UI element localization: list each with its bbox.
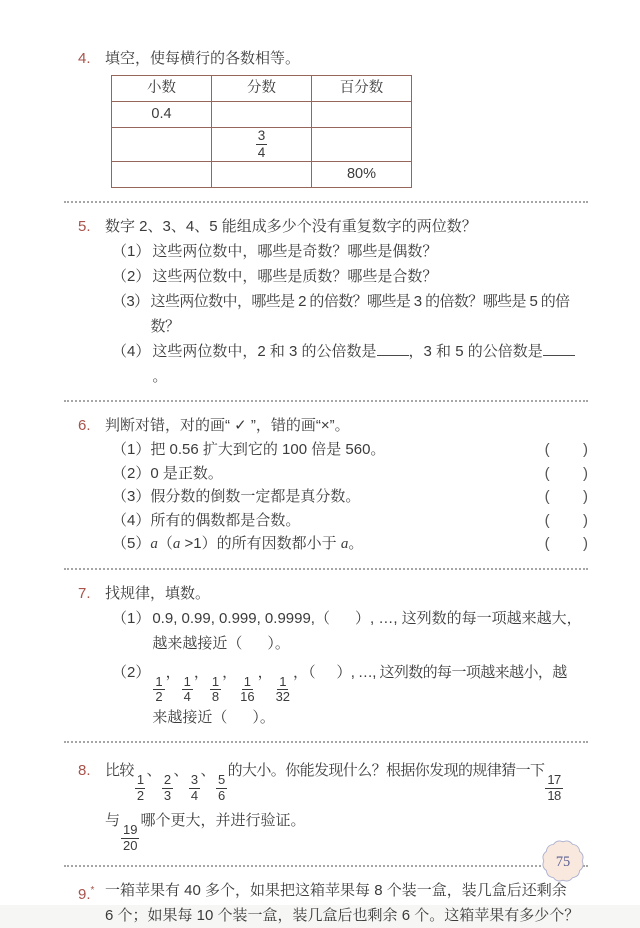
table-cell-empty [212,102,312,128]
true-false-item [105,532,588,557]
item-text [112,509,300,533]
table-cell-fraction [212,128,312,162]
text-segment: 0 是正数。 [150,464,223,482]
blank-line [543,342,575,356]
separator: ， [257,663,273,681]
item-text [152,656,588,731]
text-segment: 9. [78,886,91,904]
fraction [210,675,221,706]
starred-question-asterisk: * [90,885,95,897]
fraction-denominator: 16 [240,689,255,705]
answer-bracket: ( ) [544,511,588,529]
text-segment: （ [157,535,173,552]
item-text [112,532,363,557]
fraction-denominator: 20 [123,838,138,854]
fraction-numerator: 3 [257,128,266,144]
question-9 [64,878,588,928]
sub-question [105,239,588,264]
scalloped-badge-icon [539,837,587,885]
question-line: 一箱苹果有 40 多个，如果把这箱苹果每 8 个装一盒，装几盒后还剩余 [105,882,567,900]
question-number: 6. [78,417,91,434]
table-cell-decimal: 0.4 [112,102,212,128]
table-header-row [112,76,412,102]
sub-question [105,656,588,731]
fraction [256,128,268,160]
question-number: 5. [78,218,91,235]
text-segment: 哪个更大，并进行验证。 [140,812,306,830]
true-false-item [105,438,588,462]
table-cell-empty [112,128,212,162]
table-cell-percent: 80% [312,162,412,188]
true-false-item [105,462,588,486]
fraction [135,773,146,804]
question-4 [64,46,588,190]
fraction [182,675,193,706]
blank-line [377,342,409,356]
question-number: 8. [78,762,91,780]
fraction [189,773,200,804]
item-label: （2） [112,464,151,482]
page-number-badge [539,837,587,885]
true-false-item [105,485,588,509]
page-number: 75 [555,853,571,870]
table-row [112,102,412,128]
text-segment: 把 0.56 扩大到它的 100 倍是 560。 [150,441,386,458]
variable-a: a [172,536,181,552]
text-segment: 与 [105,812,121,830]
question-line: 6 个；如果每 10 个装一盒，装几盒后也剩余 6 个。这箱苹果有多少个？ [105,907,580,925]
table-row [112,128,412,162]
text-segment: 来越接近（ ）。 [152,709,275,727]
table-cell-empty [212,162,312,188]
fraction-denominator: 4 [190,788,198,804]
sub-question [105,264,588,289]
conversion-table [111,75,412,188]
fraction-numerator: 19 [123,822,138,838]
sub-question [105,606,588,656]
text-segment: 的大小。你能发现什么？根据你发现的规律猜一下 [227,762,545,780]
separator: ， [193,663,209,681]
fraction-denominator: 4 [183,689,191,705]
fraction-numerator: 1 [183,673,191,689]
fraction-numerator: 2 [163,772,171,788]
item-label: （2） [112,268,151,285]
question-title: 判断对错，对的画“ ✓ ”，错的画“×”。 [105,417,350,434]
text-segment: ，3 和 5 的公倍数是 [408,343,543,360]
variable-a: a [150,536,158,552]
fraction-denominator: 18 [547,788,561,804]
item-label: （3） [112,293,149,310]
fraction-denominator: 3 [163,788,171,804]
item-text [112,438,385,462]
item-label: （1） [112,609,151,627]
fraction-sequence [152,663,567,705]
dotted-separator [64,201,588,203]
fraction [153,675,164,706]
fraction [545,773,562,804]
answer-bracket: ( ) [544,488,588,505]
number-sequence: 0.9, 0.99, 0.999, 0.9999,（ ）, …, 这列数的每一项越来越大， [152,609,582,627]
text-segment: 所有的偶数都是合数。 [150,511,301,529]
true-false-item [105,509,588,533]
question-title: 填空，使每横行的各数相等。 [105,50,301,67]
fraction [238,675,256,706]
separator: ， [222,663,238,681]
text-segment: 越来越接近（ ）。 [152,634,290,652]
variable-a: a [340,536,349,552]
item-label: （5） [112,535,151,552]
fraction-denominator: 8 [211,689,220,705]
dotted-separator [64,865,588,867]
sub-question [105,289,588,339]
question-5 [64,214,588,389]
answer-bracket: ( ) [544,464,588,482]
question-number: 4. [78,50,91,67]
table-cell-empty [312,128,412,162]
fraction-numerator: 1 [155,673,163,689]
column-header: 百分数 [312,76,412,102]
table-cell-empty [312,102,412,128]
text-segment: 假分数的倒数一定都是真分数。 [150,488,361,505]
fraction [121,823,139,854]
text-segment: 这些两位数中，2 和 3 的公倍数是 [152,343,377,360]
item-label: （3） [112,488,151,505]
separator: 、 [146,762,161,780]
fraction [274,675,292,706]
question-8 [64,754,588,854]
item-text: 这些两位数中，哪些是质数？哪些是合数？ [152,268,438,285]
item-text [152,339,588,389]
question-title: 数字 2、3、4、5 能组成多少个没有重复数字的两位数？ [105,218,477,235]
fraction [216,773,227,804]
fraction-denominator: 2 [155,689,163,705]
separator: 、 [200,762,215,780]
question-6 [64,413,588,557]
table-cell-empty [112,162,212,188]
item-label: （2） [112,663,151,681]
text-segment: >1）的所有因数都小于 [180,535,341,552]
text-segment: （ ）, …, 这列数的每一项越来越小，越 [308,663,567,681]
question-number [78,878,105,907]
item-label: （1） [112,243,151,260]
separator: ， [165,663,181,681]
separator: 、 [173,762,188,780]
question-7 [64,581,588,731]
question-number: 7. [78,584,91,602]
fraction-numerator: 3 [190,772,198,788]
question-line [105,754,588,804]
column-header: 分数 [212,76,312,102]
question-line [105,804,588,854]
fraction-numerator: 5 [217,772,225,788]
fraction-numerator: 1 [243,673,251,689]
fraction-denominator: 32 [275,689,291,705]
item-text: 这些两位数中，哪些是 2 的倍数？哪些是 3 的倍数？哪些是 5 的倍数？ [150,293,570,335]
fraction-numerator: 17 [547,772,561,788]
fraction-denominator: 6 [217,788,225,804]
sub-question [105,339,588,389]
dotted-separator [64,741,588,743]
item-label: （4） [112,343,151,360]
question-title: 找规律，填数。 [105,584,211,602]
item-text [112,485,360,509]
dotted-separator [64,400,588,402]
item-text [112,462,223,486]
item-label: （1） [112,441,151,458]
table-row [112,162,412,188]
text-segment: 。 [348,535,364,552]
text-segment: 比较 [105,762,134,780]
separator: ， [293,663,309,681]
dotted-separator [64,568,588,570]
item-text [152,606,588,656]
fraction-denominator: 4 [257,145,266,160]
fraction-denominator: 2 [136,788,144,804]
item-label: （4） [112,511,151,529]
text-segment: 。 [152,368,168,385]
item-text: 这些两位数中，哪些是奇数？哪些是偶数？ [152,243,438,260]
fraction-numerator: 1 [136,772,144,788]
answer-bracket: ( ) [544,441,588,458]
answer-bracket: ( ) [544,535,588,552]
column-header: 小数 [112,76,212,102]
fraction [162,773,173,804]
fraction-numerator: 1 [279,673,287,689]
fraction-numerator: 1 [211,673,220,689]
